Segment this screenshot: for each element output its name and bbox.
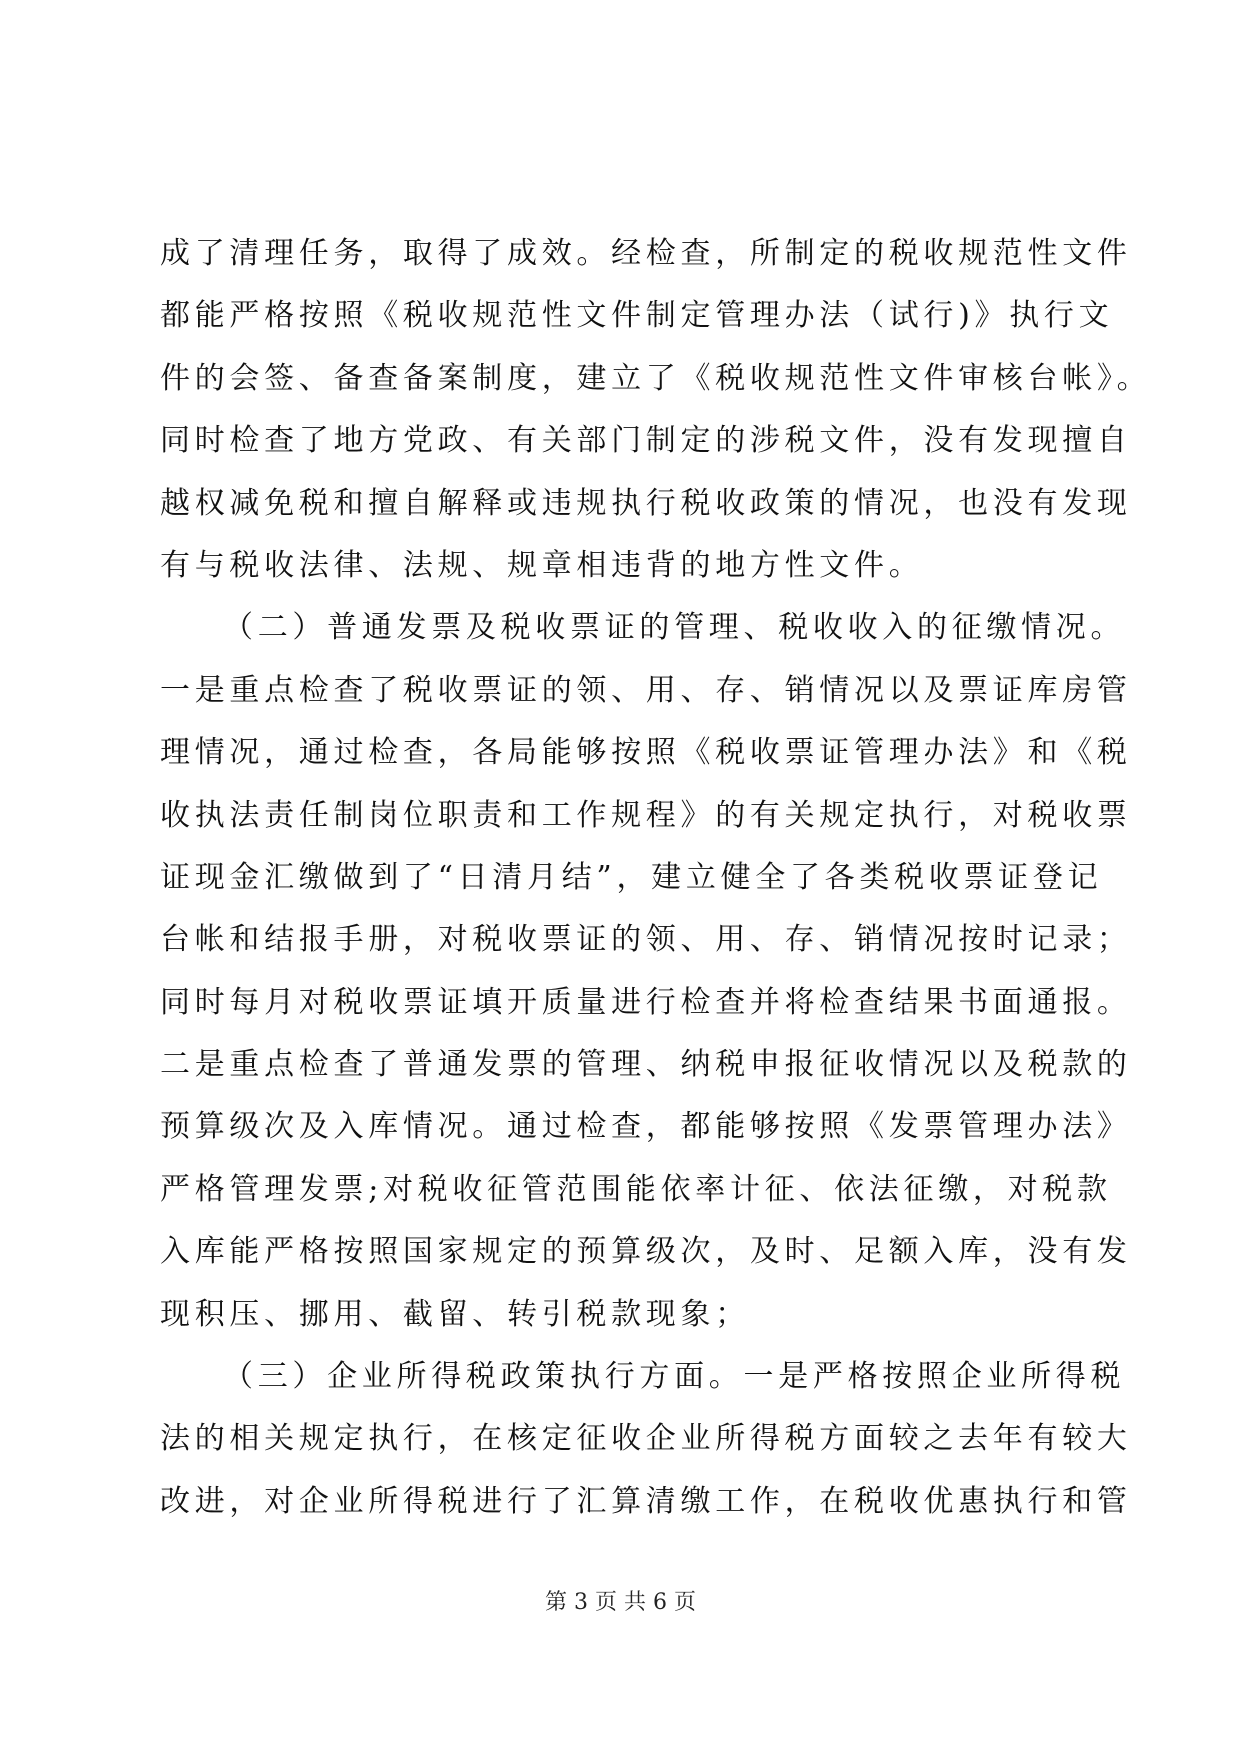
- text-line: 二是重点检查了普通发票的管理、纳税申报征收情况以及税款的: [160, 1047, 1132, 1083]
- text-line: 改进，对企业所得税进行了汇算清缴工作，在税收优惠执行和管: [160, 1483, 1132, 1519]
- section-heading-2: （二）普通发票及税收票证的管理、税收收入的征缴情况。: [223, 610, 1126, 646]
- text-line: 有与税收法律、法规、规章相违背的地方性文件。: [160, 547, 924, 583]
- page-footer: 第 3 页 共 6 页: [545, 1590, 696, 1615]
- text-line: 理情况，通过检查，各局能够按照《税收票证管理办法》和《税: [160, 735, 1132, 771]
- text-line: 件的会签、备查备案制度，建立了《税收规范性文件审核台帐》。: [160, 360, 1152, 396]
- text-line: 入库能严格按照国家规定的预算级次，及时、足额入库，没有发: [160, 1234, 1132, 1270]
- text-line: 法的相关规定执行，在核定征收企业所得税方面较之去年有较大: [160, 1421, 1132, 1457]
- text-line: 台帐和结报手册，对税收票证的领、用、存、销情况按时记录；: [160, 922, 1132, 958]
- section-heading-3: （三）企业所得税政策执行方面。一是严格按照企业所得税: [223, 1359, 1126, 1395]
- text-line: 成了清理任务，取得了成效。经检查，所制定的税收规范性文件: [160, 236, 1132, 271]
- text-line: 都能严格按照《税收规范性文件制定管理办法（试行)》执行文: [160, 298, 1114, 334]
- text-line: 严格管理发票;对税收征管范围能依率计征、依法征缴，对税款: [160, 1171, 1112, 1207]
- body-text: [160, 223, 1152, 1533]
- text-line: 收执法责任制岗位职责和工作规程》的有关规定执行，对税收票: [160, 797, 1132, 833]
- text-line: 预算级次及入库情况。通过检查，都能够按照《发票管理办法》: [160, 1109, 1132, 1145]
- text-line: 越权减免税和擅自解释或违规执行税收政策的情况，也没有发现: [160, 485, 1132, 521]
- text-line: 一是重点检查了税收票证的领、用、存、销情况以及票证库房管: [160, 672, 1132, 708]
- text-line: 现积压、挪用、截留、转引税款现象；: [160, 1296, 750, 1332]
- text-line: 证现金汇缴做到了“日清月结”，建立健全了各类税收票证登记: [160, 859, 1103, 895]
- text-line: 同时每月对税收票证填开质量进行检查并将检查结果书面通报。: [160, 984, 1132, 1020]
- text-line: 同时检查了地方党政、有关部门制定的涉税文件，没有发现擅自: [160, 423, 1132, 459]
